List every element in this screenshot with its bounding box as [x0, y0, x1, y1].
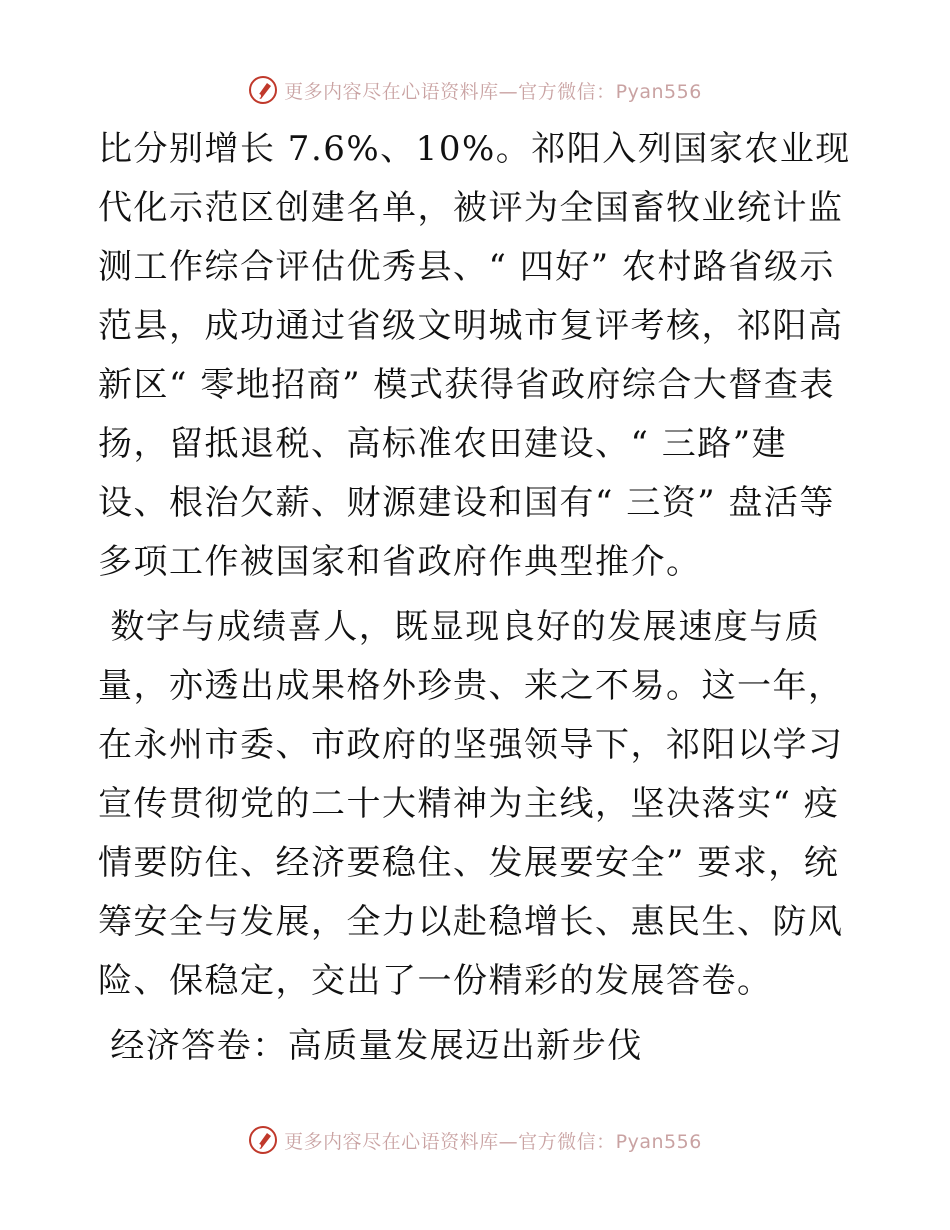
document-body [98, 120, 858, 1076]
footer-watermark [0, 1120, 950, 1160]
paragraph-2: 数字与成绩喜人，既显现良好的发展速度与质量，亦透出成果格外珍贵、来之不易。这一年，在永州市委、市政府的坚强领导下，祁阳以学习宣传贯彻党的二十大精神为主线，坚决落实“ 疫情要防住、经济要稳住、发展要安全” 要求，统筹安全与发展，全力以赴稳增长、惠民生、防风险、保稳定，交出了一份精彩的发展答卷。 [98, 607, 844, 1001]
header-watermark-text: 更多内容尽在心语资料库—官方微信：Pyan556 [284, 80, 702, 103]
section-heading: 经济答卷：高质量发展迈出新步伐 [98, 1026, 643, 1066]
paragraph-1: 比分别增长 7.6%、10%。祁阳入列国家农业现代化示范区创建名单，被评为全国畜牧业统计监测工作综合评估优秀县、“ 四好” 农村路省级示范县，成功通过省级文明城市复评考核，祁阳高新区“ 零地招商” 模式获得省政府综合大督查表扬，留抵退税、高标准农田建设、“ 三路”建设、根治欠薪、财源建设和国有“ 三资” 盘活等多项工作被国家和省政府作典型推介。 [98, 129, 851, 582]
footer-watermark-text: 更多内容尽在心语资料库—官方微信：Pyan556 [284, 1130, 702, 1153]
pen-nib-logo-icon [248, 1125, 278, 1155]
pen-nib-logo-icon [248, 75, 278, 105]
header-watermark [0, 70, 950, 110]
